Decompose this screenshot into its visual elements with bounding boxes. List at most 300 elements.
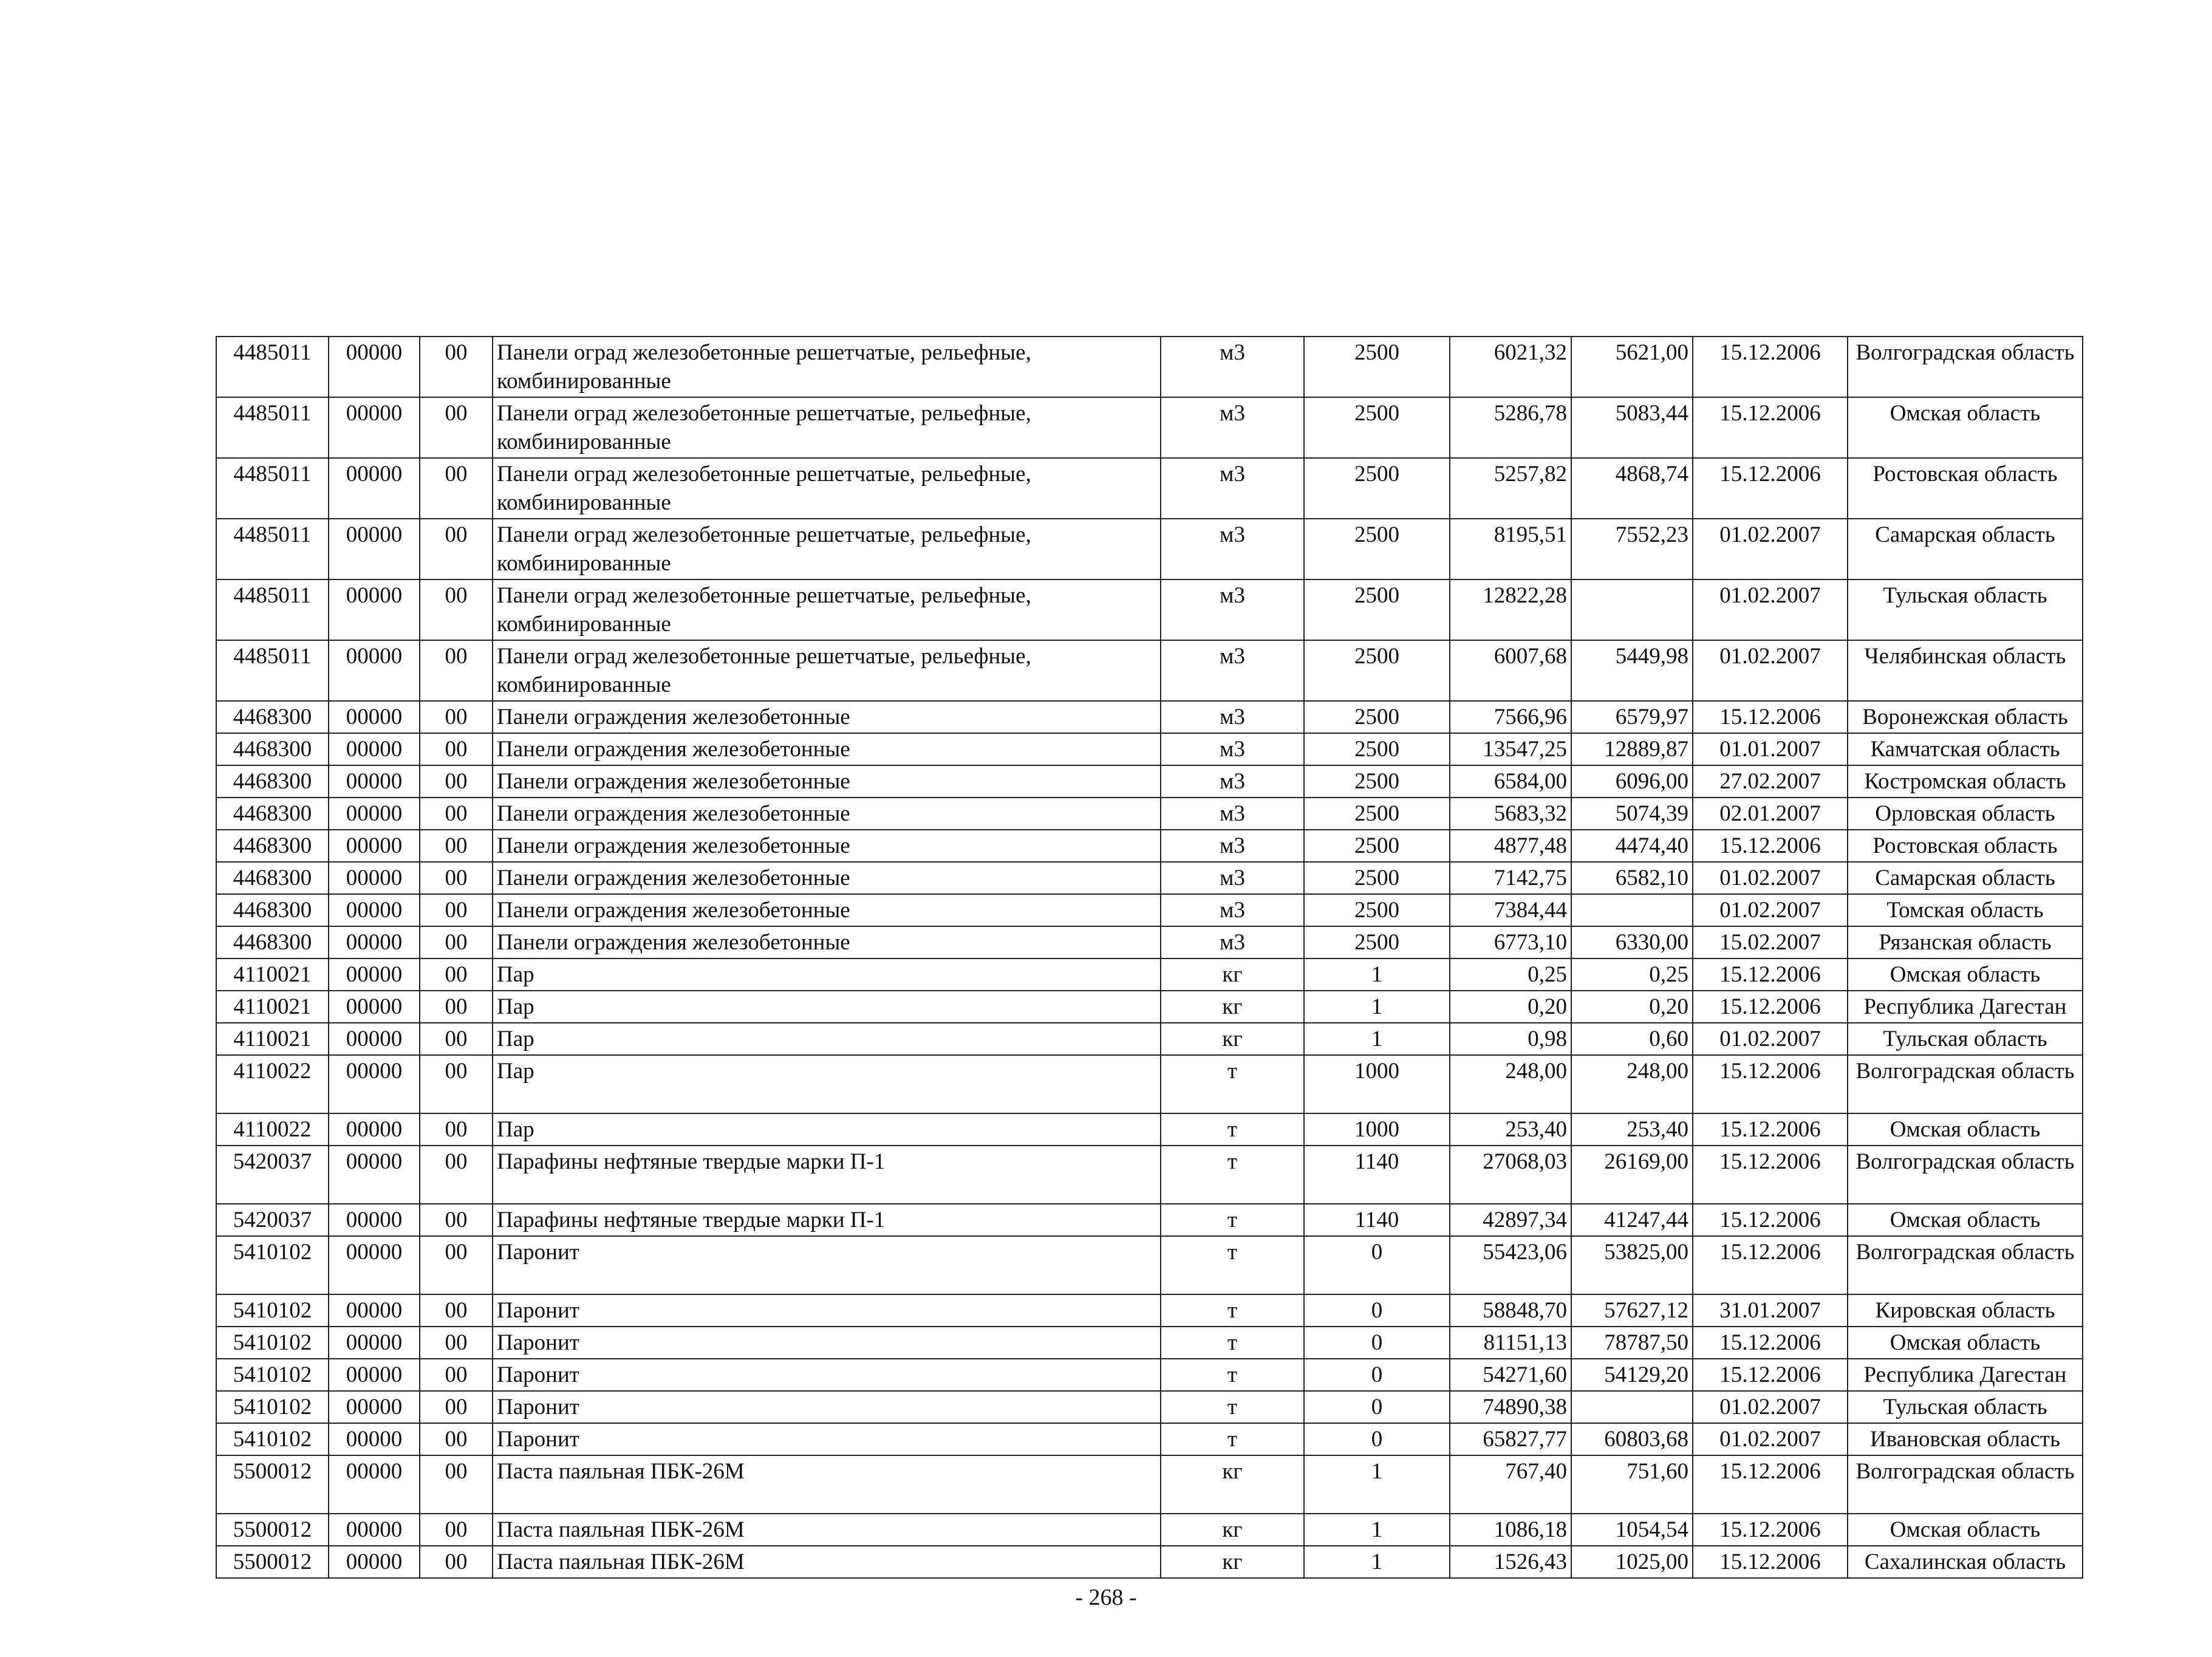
date-cell: 15.12.2006 xyxy=(1693,458,1848,519)
suffix-cell: 00 xyxy=(420,519,493,579)
subcode-cell: 00000 xyxy=(329,991,420,1023)
table-row xyxy=(216,830,2083,862)
unit-cell: т xyxy=(1161,1113,1304,1146)
factor-cell: 2500 xyxy=(1304,798,1450,830)
price2-cell: 60803,68 xyxy=(1571,1423,1693,1455)
table-row xyxy=(216,1236,2083,1294)
price2-cell: 54129,20 xyxy=(1571,1359,1693,1391)
suffix-cell: 00 xyxy=(420,830,493,862)
price2-cell: 253,40 xyxy=(1571,1113,1693,1146)
table-row xyxy=(216,640,2083,701)
unit-cell: т xyxy=(1161,1236,1304,1294)
unit-cell: кг xyxy=(1161,1546,1304,1578)
region-cell: Костромская область xyxy=(1848,765,2083,798)
price2-cell: 5074,39 xyxy=(1571,798,1693,830)
region-cell: Волгоградская область xyxy=(1848,1146,2083,1204)
region-cell: Челябинская область xyxy=(1848,640,2083,701)
region-cell: Тульская область xyxy=(1848,579,2083,640)
unit-cell: м3 xyxy=(1161,798,1304,830)
table-row xyxy=(216,1391,2083,1423)
name-cell: Паронит xyxy=(493,1391,1161,1423)
price-cell: 54271,60 xyxy=(1450,1359,1571,1391)
price-cell: 253,40 xyxy=(1450,1113,1571,1146)
price2-cell: 1025,00 xyxy=(1571,1546,1693,1578)
price-cell: 7566,96 xyxy=(1450,701,1571,733)
factor-cell: 2500 xyxy=(1304,337,1450,397)
suffix-cell: 00 xyxy=(420,1113,493,1146)
date-cell: 31.01.2007 xyxy=(1693,1294,1848,1327)
code-cell: 4468300 xyxy=(216,765,329,798)
region-cell: Орловская область xyxy=(1848,798,2083,830)
price2-cell xyxy=(1571,894,1693,926)
price-cell: 58848,70 xyxy=(1450,1294,1571,1327)
region-cell: Омская область xyxy=(1848,397,2083,458)
region-cell: Омская область xyxy=(1848,1113,2083,1146)
suffix-cell: 00 xyxy=(420,1236,493,1294)
date-cell: 01.02.2007 xyxy=(1693,1023,1848,1055)
table-row xyxy=(216,1113,2083,1146)
subcode-cell: 00000 xyxy=(329,765,420,798)
name-cell: Паронит xyxy=(493,1423,1161,1455)
suffix-cell: 00 xyxy=(420,701,493,733)
code-cell: 5500012 xyxy=(216,1455,329,1514)
name-cell: Панели ограждения железобетонные xyxy=(493,765,1161,798)
table-row xyxy=(216,958,2083,991)
date-cell: 01.02.2007 xyxy=(1693,519,1848,579)
date-cell: 01.02.2007 xyxy=(1693,579,1848,640)
date-cell: 01.02.2007 xyxy=(1693,894,1848,926)
name-cell: Паронит xyxy=(493,1359,1161,1391)
factor-cell: 2500 xyxy=(1304,458,1450,519)
suffix-cell: 00 xyxy=(420,640,493,701)
suffix-cell: 00 xyxy=(420,733,493,765)
code-cell: 4110022 xyxy=(216,1113,329,1146)
region-cell: Ростовская область xyxy=(1848,458,2083,519)
name-cell: Пар xyxy=(493,958,1161,991)
suffix-cell: 00 xyxy=(420,458,493,519)
price2-cell: 5621,00 xyxy=(1571,337,1693,397)
suffix-cell: 00 xyxy=(420,926,493,958)
price2-cell: 7552,23 xyxy=(1571,519,1693,579)
date-cell: 15.12.2006 xyxy=(1693,958,1848,991)
unit-cell: м3 xyxy=(1161,765,1304,798)
suffix-cell: 00 xyxy=(420,337,493,397)
code-cell: 4468300 xyxy=(216,894,329,926)
factor-cell: 2500 xyxy=(1304,519,1450,579)
unit-cell: м3 xyxy=(1161,894,1304,926)
unit-cell: м3 xyxy=(1161,519,1304,579)
unit-cell: т xyxy=(1161,1391,1304,1423)
factor-cell: 0 xyxy=(1304,1359,1450,1391)
price-cell: 55423,06 xyxy=(1450,1236,1571,1294)
region-cell: Томская область xyxy=(1848,894,2083,926)
price2-cell: 0,60 xyxy=(1571,1023,1693,1055)
suffix-cell: 00 xyxy=(420,1391,493,1423)
subcode-cell: 00000 xyxy=(329,1055,420,1113)
subcode-cell: 00000 xyxy=(329,1327,420,1359)
price2-cell: 6579,97 xyxy=(1571,701,1693,733)
date-cell: 15.12.2006 xyxy=(1693,830,1848,862)
name-cell: Панели ограждения железобетонные xyxy=(493,701,1161,733)
price2-cell: 26169,00 xyxy=(1571,1146,1693,1204)
region-cell: Самарская область xyxy=(1848,519,2083,579)
subcode-cell: 00000 xyxy=(329,926,420,958)
region-cell: Волгоградская область xyxy=(1848,1455,2083,1514)
factor-cell: 0 xyxy=(1304,1236,1450,1294)
factor-cell: 2500 xyxy=(1304,862,1450,894)
region-cell: Самарская область xyxy=(1848,862,2083,894)
price-cell: 6773,10 xyxy=(1450,926,1571,958)
subcode-cell: 00000 xyxy=(329,397,420,458)
unit-cell: м3 xyxy=(1161,397,1304,458)
suffix-cell: 00 xyxy=(420,1146,493,1204)
factor-cell: 2500 xyxy=(1304,733,1450,765)
factor-cell: 1 xyxy=(1304,1546,1450,1578)
region-cell: Ростовская область xyxy=(1848,830,2083,862)
region-cell: Камчатская область xyxy=(1848,733,2083,765)
date-cell: 15.12.2006 xyxy=(1693,337,1848,397)
factor-cell: 0 xyxy=(1304,1391,1450,1423)
unit-cell: т xyxy=(1161,1146,1304,1204)
price2-cell: 41247,44 xyxy=(1571,1204,1693,1236)
unit-cell: м3 xyxy=(1161,926,1304,958)
code-cell: 4468300 xyxy=(216,830,329,862)
code-cell: 4110021 xyxy=(216,958,329,991)
table-row xyxy=(216,1359,2083,1391)
suffix-cell: 00 xyxy=(420,894,493,926)
unit-cell: м3 xyxy=(1161,733,1304,765)
code-cell: 4485011 xyxy=(216,640,329,701)
date-cell: 15.12.2006 xyxy=(1693,1236,1848,1294)
table-row xyxy=(216,458,2083,519)
region-cell: Тульская область xyxy=(1848,1391,2083,1423)
subcode-cell: 00000 xyxy=(329,1236,420,1294)
table-row xyxy=(216,733,2083,765)
price-cell: 5683,32 xyxy=(1450,798,1571,830)
price-cell: 7142,75 xyxy=(1450,862,1571,894)
subcode-cell: 00000 xyxy=(329,894,420,926)
table-row xyxy=(216,519,2083,579)
region-cell: Республика Дагестан xyxy=(1848,991,2083,1023)
price2-cell: 4868,74 xyxy=(1571,458,1693,519)
code-cell: 5410102 xyxy=(216,1359,329,1391)
price-cell: 13547,25 xyxy=(1450,733,1571,765)
name-cell: Парафины нефтяные твердые марки П-1 xyxy=(493,1204,1161,1236)
date-cell: 15.12.2006 xyxy=(1693,1146,1848,1204)
page-number: - 268 - xyxy=(1075,1585,1137,1610)
unit-cell: кг xyxy=(1161,1023,1304,1055)
price2-cell: 6096,00 xyxy=(1571,765,1693,798)
factor-cell: 1140 xyxy=(1304,1146,1450,1204)
price-cell: 65827,77 xyxy=(1450,1423,1571,1455)
date-cell: 15.12.2006 xyxy=(1693,1359,1848,1391)
name-cell: Паронит xyxy=(493,1327,1161,1359)
price2-cell: 4474,40 xyxy=(1571,830,1693,862)
price-cell: 8195,51 xyxy=(1450,519,1571,579)
price-cell: 5286,78 xyxy=(1450,397,1571,458)
table-row xyxy=(216,1455,2083,1514)
unit-cell: т xyxy=(1161,1359,1304,1391)
table-row xyxy=(216,1327,2083,1359)
name-cell: Парафины нефтяные твердые марки П-1 xyxy=(493,1146,1161,1204)
price2-cell: 0,20 xyxy=(1571,991,1693,1023)
suffix-cell: 00 xyxy=(420,862,493,894)
code-cell: 4485011 xyxy=(216,519,329,579)
price-cell: 0,25 xyxy=(1450,958,1571,991)
name-cell: Паста паяльная ПБК-26М xyxy=(493,1546,1161,1578)
date-cell: 15.12.2006 xyxy=(1693,1204,1848,1236)
unit-cell: м3 xyxy=(1161,579,1304,640)
name-cell: Панели оград железобетонные решетчатые, рельефные, комбинированные xyxy=(493,579,1161,640)
price-cell: 0,98 xyxy=(1450,1023,1571,1055)
code-cell: 5500012 xyxy=(216,1514,329,1546)
subcode-cell: 00000 xyxy=(329,1514,420,1546)
unit-cell: м3 xyxy=(1161,337,1304,397)
code-cell: 4468300 xyxy=(216,926,329,958)
unit-cell: т xyxy=(1161,1204,1304,1236)
suffix-cell: 00 xyxy=(420,1359,493,1391)
table-row xyxy=(216,1023,2083,1055)
suffix-cell: 00 xyxy=(420,397,493,458)
subcode-cell: 00000 xyxy=(329,830,420,862)
subcode-cell: 00000 xyxy=(329,1294,420,1327)
suffix-cell: 00 xyxy=(420,579,493,640)
code-cell: 4468300 xyxy=(216,862,329,894)
table-row xyxy=(216,1423,2083,1455)
factor-cell: 2500 xyxy=(1304,926,1450,958)
subcode-cell: 00000 xyxy=(329,1023,420,1055)
factor-cell: 2500 xyxy=(1304,397,1450,458)
price-table xyxy=(216,336,2083,1579)
price-cell: 74890,38 xyxy=(1450,1391,1571,1423)
unit-cell: м3 xyxy=(1161,640,1304,701)
price-cell: 0,20 xyxy=(1450,991,1571,1023)
region-cell: Омская область xyxy=(1848,1514,2083,1546)
table-row xyxy=(216,798,2083,830)
unit-cell: кг xyxy=(1161,1514,1304,1546)
subcode-cell: 00000 xyxy=(329,701,420,733)
subcode-cell: 00000 xyxy=(329,1455,420,1514)
price2-cell xyxy=(1571,579,1693,640)
name-cell: Пар xyxy=(493,1113,1161,1146)
region-cell: Волгоградская область xyxy=(1848,337,2083,397)
date-cell: 15.12.2006 xyxy=(1693,1327,1848,1359)
price-cell: 248,00 xyxy=(1450,1055,1571,1113)
table-row xyxy=(216,1146,2083,1204)
factor-cell: 1 xyxy=(1304,1514,1450,1546)
table-row xyxy=(216,1546,2083,1578)
subcode-cell: 00000 xyxy=(329,1146,420,1204)
subcode-cell: 00000 xyxy=(329,640,420,701)
unit-cell: м3 xyxy=(1161,862,1304,894)
price-cell: 1526,43 xyxy=(1450,1546,1571,1578)
region-cell: Рязанская область xyxy=(1848,926,2083,958)
table-row xyxy=(216,894,2083,926)
date-cell: 15.12.2006 xyxy=(1693,1514,1848,1546)
code-cell: 4485011 xyxy=(216,579,329,640)
date-cell: 01.01.2007 xyxy=(1693,733,1848,765)
code-cell: 4485011 xyxy=(216,458,329,519)
subcode-cell: 00000 xyxy=(329,862,420,894)
date-cell: 01.02.2007 xyxy=(1693,640,1848,701)
unit-cell: т xyxy=(1161,1423,1304,1455)
region-cell: Ивановская область xyxy=(1848,1423,2083,1455)
region-cell: Волгоградская область xyxy=(1848,1055,2083,1113)
code-cell: 5420037 xyxy=(216,1204,329,1236)
subcode-cell: 00000 xyxy=(329,1546,420,1578)
subcode-cell: 00000 xyxy=(329,958,420,991)
name-cell: Паста паяльная ПБК-26М xyxy=(493,1514,1161,1546)
date-cell: 01.02.2007 xyxy=(1693,1423,1848,1455)
price2-cell: 6330,00 xyxy=(1571,926,1693,958)
code-cell: 5420037 xyxy=(216,1146,329,1204)
suffix-cell: 00 xyxy=(420,798,493,830)
price-cell: 7384,44 xyxy=(1450,894,1571,926)
code-cell: 4468300 xyxy=(216,798,329,830)
name-cell: Паронит xyxy=(493,1236,1161,1294)
subcode-cell: 00000 xyxy=(329,1359,420,1391)
table-row xyxy=(216,579,2083,640)
factor-cell: 2500 xyxy=(1304,579,1450,640)
date-cell: 27.02.2007 xyxy=(1693,765,1848,798)
suffix-cell: 00 xyxy=(420,1423,493,1455)
suffix-cell: 00 xyxy=(420,991,493,1023)
name-cell: Панели оград железобетонные решетчатые, рельефные, комбинированные xyxy=(493,337,1161,397)
name-cell: Панели ограждения железобетонные xyxy=(493,926,1161,958)
price2-cell xyxy=(1571,1391,1693,1423)
table-row xyxy=(216,1294,2083,1327)
price2-cell: 751,60 xyxy=(1571,1455,1693,1514)
code-cell: 4110022 xyxy=(216,1055,329,1113)
price-cell: 6584,00 xyxy=(1450,765,1571,798)
date-cell: 15.12.2006 xyxy=(1693,1455,1848,1514)
code-cell: 4110021 xyxy=(216,991,329,1023)
date-cell: 15.12.2006 xyxy=(1693,991,1848,1023)
region-cell: Омская область xyxy=(1848,1327,2083,1359)
code-cell: 5410102 xyxy=(216,1327,329,1359)
unit-cell: т xyxy=(1161,1055,1304,1113)
table-row xyxy=(216,765,2083,798)
subcode-cell: 00000 xyxy=(329,1204,420,1236)
price-cell: 4877,48 xyxy=(1450,830,1571,862)
subcode-cell: 00000 xyxy=(329,798,420,830)
suffix-cell: 00 xyxy=(420,1023,493,1055)
subcode-cell: 00000 xyxy=(329,519,420,579)
date-cell: 15.12.2006 xyxy=(1693,701,1848,733)
factor-cell: 2500 xyxy=(1304,640,1450,701)
subcode-cell: 00000 xyxy=(329,733,420,765)
factor-cell: 1 xyxy=(1304,958,1450,991)
unit-cell: кг xyxy=(1161,958,1304,991)
code-cell: 5410102 xyxy=(216,1294,329,1327)
price-cell: 81151,13 xyxy=(1450,1327,1571,1359)
price-cell: 27068,03 xyxy=(1450,1146,1571,1204)
code-cell: 4468300 xyxy=(216,733,329,765)
subcode-cell: 00000 xyxy=(329,579,420,640)
name-cell: Панели оград железобетонные решетчатые, рельефные, комбинированные xyxy=(493,519,1161,579)
factor-cell: 0 xyxy=(1304,1327,1450,1359)
price2-cell: 0,25 xyxy=(1571,958,1693,991)
factor-cell: 2500 xyxy=(1304,765,1450,798)
suffix-cell: 00 xyxy=(420,1204,493,1236)
subcode-cell: 00000 xyxy=(329,337,420,397)
suffix-cell: 00 xyxy=(420,765,493,798)
code-cell: 4485011 xyxy=(216,397,329,458)
price-cell: 767,40 xyxy=(1450,1455,1571,1514)
price2-cell: 6582,10 xyxy=(1571,862,1693,894)
table-row xyxy=(216,926,2083,958)
region-cell: Кировская область xyxy=(1848,1294,2083,1327)
subcode-cell: 00000 xyxy=(329,1423,420,1455)
name-cell: Панели ограждения железобетонные xyxy=(493,862,1161,894)
price2-cell: 1054,54 xyxy=(1571,1514,1693,1546)
unit-cell: м3 xyxy=(1161,701,1304,733)
price2-cell: 5083,44 xyxy=(1571,397,1693,458)
factor-cell: 1 xyxy=(1304,1455,1450,1514)
date-cell: 02.01.2007 xyxy=(1693,798,1848,830)
code-cell: 4110021 xyxy=(216,1023,329,1055)
price2-cell: 5449,98 xyxy=(1571,640,1693,701)
price-cell: 5257,82 xyxy=(1450,458,1571,519)
region-cell: Республика Дагестан xyxy=(1848,1359,2083,1391)
price2-cell: 12889,87 xyxy=(1571,733,1693,765)
unit-cell: м3 xyxy=(1161,830,1304,862)
name-cell: Паста паяльная ПБК-26М xyxy=(493,1455,1161,1514)
code-cell: 5500012 xyxy=(216,1546,329,1578)
region-cell: Воронежская область xyxy=(1848,701,2083,733)
table-row xyxy=(216,991,2083,1023)
factor-cell: 0 xyxy=(1304,1423,1450,1455)
table-row xyxy=(216,1514,2083,1546)
factor-cell: 2500 xyxy=(1304,894,1450,926)
factor-cell: 1000 xyxy=(1304,1113,1450,1146)
name-cell: Панели ограждения железобетонные xyxy=(493,798,1161,830)
price2-cell: 57627,12 xyxy=(1571,1294,1693,1327)
price2-cell: 53825,00 xyxy=(1571,1236,1693,1294)
suffix-cell: 00 xyxy=(420,1294,493,1327)
name-cell: Пар xyxy=(493,1023,1161,1055)
price-cell: 1086,18 xyxy=(1450,1514,1571,1546)
factor-cell: 1 xyxy=(1304,1023,1450,1055)
subcode-cell: 00000 xyxy=(329,1391,420,1423)
unit-cell: т xyxy=(1161,1294,1304,1327)
unit-cell: кг xyxy=(1161,991,1304,1023)
factor-cell: 2500 xyxy=(1304,701,1450,733)
unit-cell: т xyxy=(1161,1327,1304,1359)
date-cell: 15.12.2006 xyxy=(1693,397,1848,458)
factor-cell: 0 xyxy=(1304,1294,1450,1327)
suffix-cell: 00 xyxy=(420,958,493,991)
table-row xyxy=(216,337,2083,397)
region-cell: Тульская область xyxy=(1848,1023,2083,1055)
region-cell: Омская область xyxy=(1848,1204,2083,1236)
price-cell: 6021,32 xyxy=(1450,337,1571,397)
factor-cell: 2500 xyxy=(1304,830,1450,862)
date-cell: 15.02.2007 xyxy=(1693,926,1848,958)
table-row xyxy=(216,1204,2083,1236)
suffix-cell: 00 xyxy=(420,1546,493,1578)
name-cell: Панели оград железобетонные решетчатые, рельефные, комбинированные xyxy=(493,640,1161,701)
table-row xyxy=(216,397,2083,458)
suffix-cell: 00 xyxy=(420,1514,493,1546)
code-cell: 5410102 xyxy=(216,1391,329,1423)
unit-cell: м3 xyxy=(1161,458,1304,519)
table-row xyxy=(216,1055,2083,1113)
price-cell: 12822,28 xyxy=(1450,579,1571,640)
table-row xyxy=(216,862,2083,894)
region-cell: Сахалинская область xyxy=(1848,1546,2083,1578)
code-cell: 4468300 xyxy=(216,701,329,733)
